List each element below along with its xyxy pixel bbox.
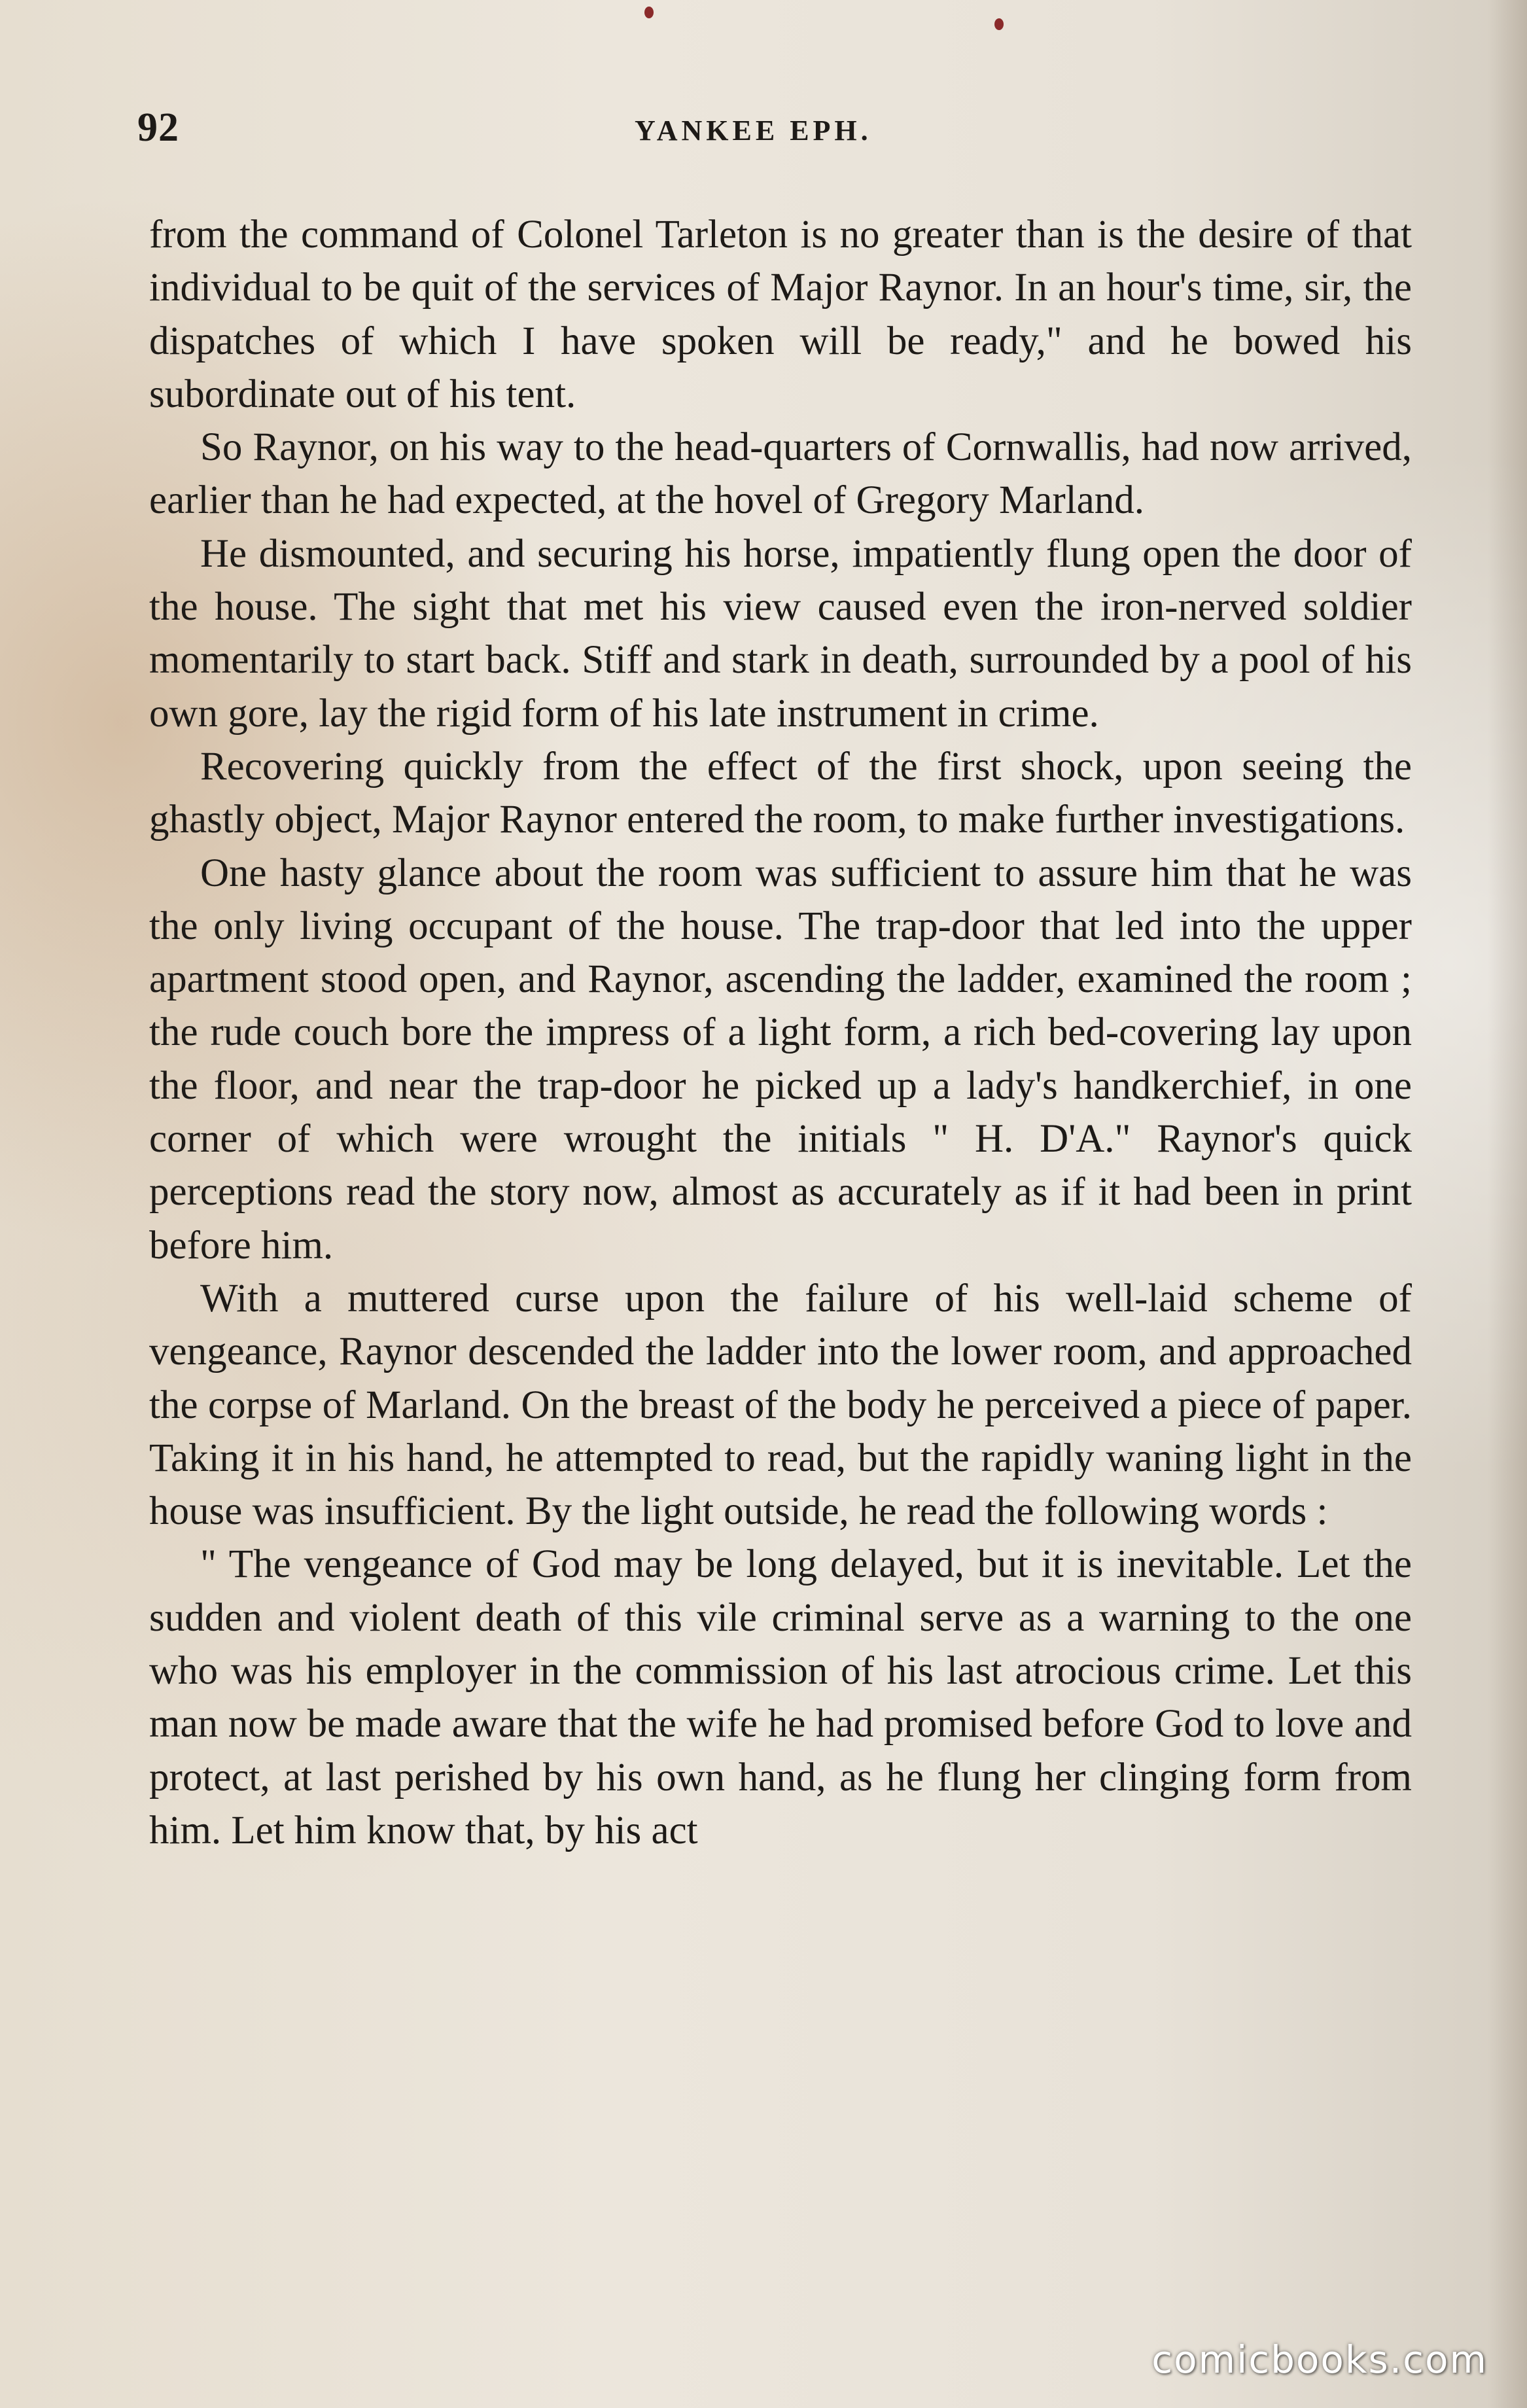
paragraph: With a muttered curse upon the failure of his well-laid scheme of vengeance, Raynor descended the ladder into the lower room, and approached the corpse of Marland. On the breast of the body he perceived a piece of paper. Taking it in his hand, he attempted to read, but the rapidly waning light in the house was insufficient. By the light outside, he read the following words : [149,1276,1412,1534]
page-edge-shadow [1488,0,1527,2408]
paragraph: One hasty glance about the room was sufficient to assure him that he was the only living occupant of the house. The trap-door that led into the upper apartment stood open, and Raynor, ascending the ladder, examined the room ; the rude couch bore the impress of a light form, a rich bed-covering lay upon the floor, and near the trap-door he picked up a lady's handkerchief, in one corner of which were wrought the initials " H. D'A." Raynor's quick perceptions read the story now, almost as accurately as if it had been in print before him. [149,851,1412,1267]
ink-speck [644,7,654,18]
running-head: YANKEE EPH. [635,115,872,147]
paragraph: He dismounted, and securing his horse, impatiently flung open the door of the house. The sight that met his view caused even the iron-nerved soldier momentarily to start back. Stiff and stark in death, surrounded by a pool of his own gore, lay the rigid form of his late instrument in crime. [149,531,1412,735]
page-header [137,105,1407,157]
paragraph: So Raynor, on his way to the head-quarters of Cornwallis, had now arrived, earlier than he had expected, at the hovel of Gregory Marland. [149,425,1412,523]
paragraph: Recovering quickly from the effect of the first shock, upon seeing the ghastly object, Major Raynor entered the room, to make further investigations. [149,744,1412,842]
quoted-note: " The vengeance of God may be long delayed, but it is inevitable. Let the sudden and violent death of this vile criminal serve as a warning to the one who was his employer in the commission of his last atrocious crime. Let this man now be made aware that the wife he had promised before God to love and protect, at last perished by his own hand, as he flung her clinging form from him. Let him know that, by his act [149,1542,1412,1852]
ink-speck [994,18,1004,30]
watermark: comicbooks.com [1151,2337,1488,2382]
page-body [149,208,1412,1857]
page-number: 92 [137,105,179,150]
paragraph: from the command of Colonel Tarleton is no greater than is the desire of that individual to be quit of the services of Major Raynor. In an hour's time, sir, the dispatches of which I have spoken will be ready," and he bowed his subordinate out of his tent. [149,213,1412,416]
